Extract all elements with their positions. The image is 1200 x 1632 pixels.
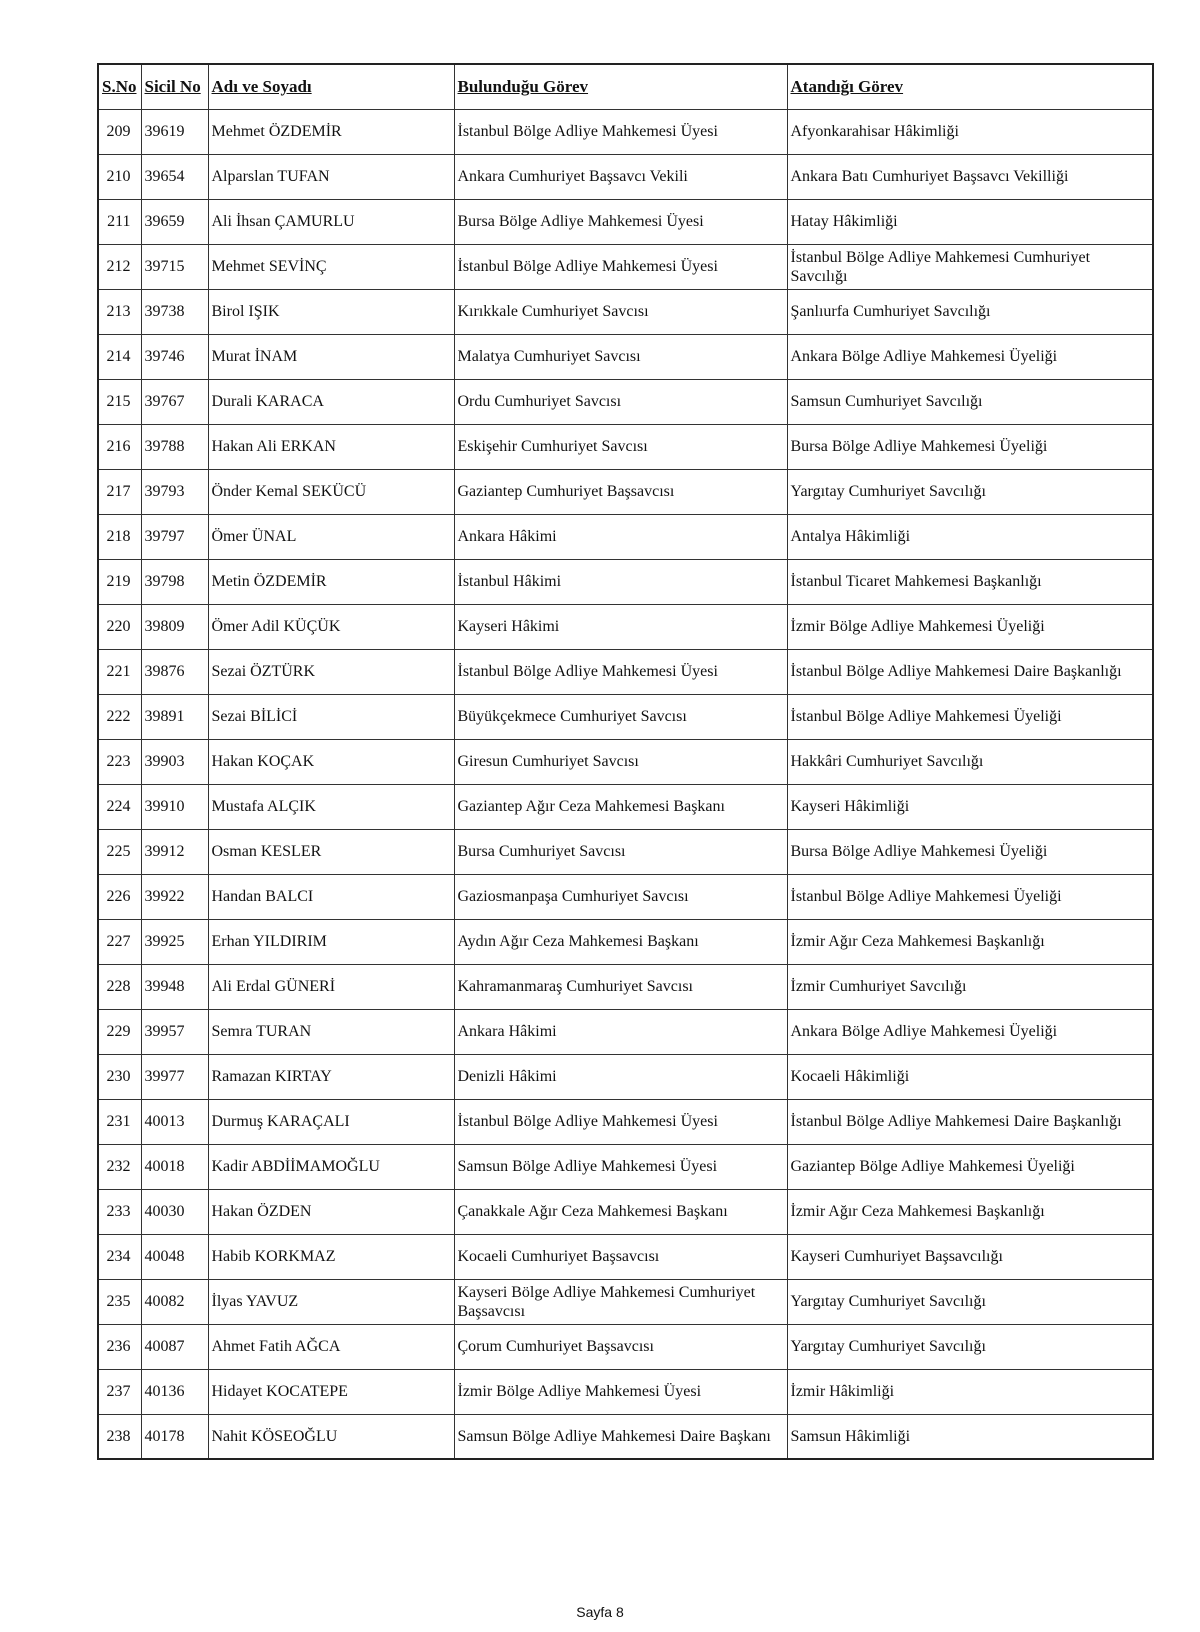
table-row [98,514,1153,559]
cell-current-duty: Kayseri Hâkimi [454,604,787,649]
cell-assigned-duty: Bursa Bölge Adliye Mahkemesi Üyeliği [787,424,1153,469]
header-name: Adı ve Soyadı [208,64,454,109]
cell-sno: 229 [98,1009,141,1054]
cell-assigned-duty: İstanbul Bölge Adliye Mahkemesi Cumhuriyet Savcılığı [787,244,1153,289]
cell-name: Birol IŞIK [208,289,454,334]
cell-sno: 217 [98,469,141,514]
cell-assigned-duty: Ankara Bölge Adliye Mahkemesi Üyeliği [787,1009,1153,1054]
cell-name: Hakan Ali ERKAN [208,424,454,469]
cell-sicil-no: 40136 [141,1369,208,1414]
cell-current-duty: İstanbul Bölge Adliye Mahkemesi Üyesi [454,109,787,154]
cell-sno: 234 [98,1234,141,1279]
cell-sicil-no: 39809 [141,604,208,649]
cell-assigned-duty: Afyonkarahisar Hâkimliği [787,109,1153,154]
header-assigned-duty: Atandığı Görev [787,64,1153,109]
cell-sicil-no: 39876 [141,649,208,694]
header-current-duty: Bulunduğu Görev [454,64,787,109]
cell-current-duty: Çorum Cumhuriyet Başsavcısı [454,1324,787,1369]
cell-sno: 237 [98,1369,141,1414]
table-row [98,1009,1153,1054]
cell-current-duty: Bursa Bölge Adliye Mahkemesi Üyesi [454,199,787,244]
cell-current-duty: Samsun Bölge Adliye Mahkemesi Üyesi [454,1144,787,1189]
cell-current-duty: Kırıkkale Cumhuriyet Savcısı [454,289,787,334]
cell-sno: 233 [98,1189,141,1234]
cell-sicil-no: 39654 [141,154,208,199]
cell-current-duty: Ordu Cumhuriyet Savcısı [454,379,787,424]
header-sicil-no: Sicil No [141,64,208,109]
cell-name: Ali Erdal GÜNERİ [208,964,454,1009]
cell-sno: 219 [98,559,141,604]
cell-name: Önder Kemal SEKÜCÜ [208,469,454,514]
cell-current-duty: Ankara Hâkimi [454,514,787,559]
cell-assigned-duty: İstanbul Bölge Adliye Mahkemesi Daire Başkanlığı [787,1099,1153,1144]
cell-current-duty: Giresun Cumhuriyet Savcısı [454,739,787,784]
cell-name: Nahit KÖSEOĞLU [208,1414,454,1459]
table-row [98,379,1153,424]
cell-sicil-no: 40178 [141,1414,208,1459]
cell-sicil-no: 39957 [141,1009,208,1054]
cell-name: Habib KORKMAZ [208,1234,454,1279]
cell-assigned-duty: İzmir Hâkimliği [787,1369,1153,1414]
cell-current-duty: Gaziosmanpaşa Cumhuriyet Savcısı [454,874,787,919]
cell-current-duty: İstanbul Bölge Adliye Mahkemesi Üyesi [454,649,787,694]
cell-name: Ramazan KIRTAY [208,1054,454,1099]
cell-sicil-no: 39767 [141,379,208,424]
cell-sno: 224 [98,784,141,829]
table-row [98,1279,1153,1324]
cell-current-duty: Bursa Cumhuriyet Savcısı [454,829,787,874]
header-sno: S.No [98,64,141,109]
table-row [98,964,1153,1009]
cell-name: Hidayet KOCATEPE [208,1369,454,1414]
cell-name: Durali KARACA [208,379,454,424]
cell-sicil-no: 39912 [141,829,208,874]
table-row [98,1324,1153,1369]
cell-assigned-duty: Ankara Batı Cumhuriyet Başsavcı Vekilliği [787,154,1153,199]
cell-sno: 238 [98,1414,141,1459]
cell-name: Ahmet Fatih AĞCA [208,1324,454,1369]
table-row [98,424,1153,469]
cell-sno: 210 [98,154,141,199]
cell-name: Ömer ÜNAL [208,514,454,559]
cell-sicil-no: 40087 [141,1324,208,1369]
cell-name: Erhan YILDIRIM [208,919,454,964]
cell-sno: 218 [98,514,141,559]
cell-sno: 230 [98,1054,141,1099]
cell-sno: 231 [98,1099,141,1144]
cell-sicil-no: 40082 [141,1279,208,1324]
cell-assigned-duty: Bursa Bölge Adliye Mahkemesi Üyeliği [787,829,1153,874]
cell-name: Murat İNAM [208,334,454,379]
cell-assigned-duty: İstanbul Bölge Adliye Mahkemesi Üyeliği [787,694,1153,739]
cell-sicil-no: 40018 [141,1144,208,1189]
cell-assigned-duty: Samsun Hâkimliği [787,1414,1153,1459]
cell-sno: 209 [98,109,141,154]
cell-sno: 211 [98,199,141,244]
cell-sicil-no: 40013 [141,1099,208,1144]
cell-sicil-no: 39922 [141,874,208,919]
cell-current-duty: Malatya Cumhuriyet Savcısı [454,334,787,379]
appointments-table [97,63,1154,1460]
cell-sno: 212 [98,244,141,289]
cell-sno: 223 [98,739,141,784]
table-row [98,154,1153,199]
table-header-row [98,64,1153,109]
cell-sicil-no: 39797 [141,514,208,559]
cell-sicil-no: 39788 [141,424,208,469]
cell-name: Hakan ÖZDEN [208,1189,454,1234]
table-row [98,469,1153,514]
cell-current-duty: İstanbul Hâkimi [454,559,787,604]
table-row [98,1369,1153,1414]
cell-current-duty: Ankara Hâkimi [454,1009,787,1054]
cell-name: Kadir ABDİİMAMOĞLU [208,1144,454,1189]
cell-current-duty: Aydın Ağır Ceza Mahkemesi Başkanı [454,919,787,964]
cell-current-duty: Denizli Hâkimi [454,1054,787,1099]
table-row [98,244,1153,289]
cell-sicil-no: 39659 [141,199,208,244]
cell-assigned-duty: Kayseri Hâkimliği [787,784,1153,829]
cell-sno: 221 [98,649,141,694]
cell-sicil-no: 39746 [141,334,208,379]
cell-sicil-no: 40048 [141,1234,208,1279]
cell-sno: 226 [98,874,141,919]
cell-current-duty: Samsun Bölge Adliye Mahkemesi Daire Başkanı [454,1414,787,1459]
cell-sno: 232 [98,1144,141,1189]
cell-assigned-duty: İstanbul Bölge Adliye Mahkemesi Daire Başkanlığı [787,649,1153,694]
cell-sicil-no: 39891 [141,694,208,739]
cell-current-duty: Ankara Cumhuriyet Başsavcı Vekili [454,154,787,199]
cell-current-duty: Gaziantep Cumhuriyet Başsavcısı [454,469,787,514]
cell-assigned-duty: Kocaeli Hâkimliği [787,1054,1153,1099]
cell-name: Handan BALCI [208,874,454,919]
cell-assigned-duty: Kayseri Cumhuriyet Başsavcılığı [787,1234,1153,1279]
cell-sicil-no: 39977 [141,1054,208,1099]
cell-assigned-duty: Hatay Hâkimliği [787,199,1153,244]
cell-sicil-no: 39738 [141,289,208,334]
cell-assigned-duty: İzmir Ağır Ceza Mahkemesi Başkanlığı [787,919,1153,964]
cell-assigned-duty: Samsun Cumhuriyet Savcılığı [787,379,1153,424]
cell-assigned-duty: Yargıtay Cumhuriyet Savcılığı [787,469,1153,514]
cell-current-duty: Kocaeli Cumhuriyet Başsavcısı [454,1234,787,1279]
cell-current-duty: İzmir Bölge Adliye Mahkemesi Üyesi [454,1369,787,1414]
table-row [98,1189,1153,1234]
cell-current-duty: Kayseri Bölge Adliye Mahkemesi Cumhuriyet Başsavcısı [454,1279,787,1324]
cell-sicil-no: 40030 [141,1189,208,1234]
cell-current-duty: Eskişehir Cumhuriyet Savcısı [454,424,787,469]
cell-assigned-duty: Yargıtay Cumhuriyet Savcılığı [787,1324,1153,1369]
table-row [98,1144,1153,1189]
table-row [98,649,1153,694]
cell-sicil-no: 39948 [141,964,208,1009]
cell-sicil-no: 39910 [141,784,208,829]
cell-sno: 228 [98,964,141,1009]
cell-assigned-duty: Yargıtay Cumhuriyet Savcılığı [787,1279,1153,1324]
cell-sno: 235 [98,1279,141,1324]
cell-sno: 236 [98,1324,141,1369]
cell-name: Hakan KOÇAK [208,739,454,784]
cell-sicil-no: 39793 [141,469,208,514]
cell-current-duty: İstanbul Bölge Adliye Mahkemesi Üyesi [454,244,787,289]
table-row [98,604,1153,649]
cell-name: İlyas YAVUZ [208,1279,454,1324]
table-row [98,874,1153,919]
table-row [98,694,1153,739]
cell-assigned-duty: Antalya Hâkimliği [787,514,1153,559]
cell-name: Semra TURAN [208,1009,454,1054]
cell-sicil-no: 39925 [141,919,208,964]
cell-assigned-duty: İzmir Bölge Adliye Mahkemesi Üyeliği [787,604,1153,649]
cell-sno: 225 [98,829,141,874]
cell-sno: 214 [98,334,141,379]
table-row [98,334,1153,379]
cell-sicil-no: 39798 [141,559,208,604]
cell-name: Metin ÖZDEMİR [208,559,454,604]
cell-assigned-duty: İzmir Ağır Ceza Mahkemesi Başkanlığı [787,1189,1153,1234]
cell-assigned-duty: Hakkâri Cumhuriyet Savcılığı [787,739,1153,784]
cell-current-duty: Büyükçekmece Cumhuriyet Savcısı [454,694,787,739]
cell-sno: 213 [98,289,141,334]
table-row [98,739,1153,784]
table-row [98,199,1153,244]
cell-name: Sezai ÖZTÜRK [208,649,454,694]
table-row [98,1414,1153,1459]
cell-name: Ali İhsan ÇAMURLU [208,199,454,244]
cell-sicil-no: 39619 [141,109,208,154]
table-row [98,784,1153,829]
cell-name: Mehmet SEVİNÇ [208,244,454,289]
cell-name: Mehmet ÖZDEMİR [208,109,454,154]
cell-name: Mustafa ALÇIK [208,784,454,829]
page-number: Sayfa 8 [576,1604,624,1620]
cell-sicil-no: 39903 [141,739,208,784]
cell-sno: 216 [98,424,141,469]
cell-assigned-duty: İstanbul Ticaret Mahkemesi Başkanlığı [787,559,1153,604]
table-row [98,289,1153,334]
table-row [98,1054,1153,1099]
table-body [98,109,1153,1459]
table-row [98,919,1153,964]
cell-sno: 220 [98,604,141,649]
cell-assigned-duty: Ankara Bölge Adliye Mahkemesi Üyeliği [787,334,1153,379]
table-row [98,1099,1153,1144]
cell-name: Osman KESLER [208,829,454,874]
cell-name: Durmuş KARAÇALI [208,1099,454,1144]
cell-assigned-duty: İstanbul Bölge Adliye Mahkemesi Üyeliği [787,874,1153,919]
cell-assigned-duty: Gaziantep Bölge Adliye Mahkemesi Üyeliği [787,1144,1153,1189]
cell-sicil-no: 39715 [141,244,208,289]
table-row [98,829,1153,874]
table-row [98,559,1153,604]
table-row [98,1234,1153,1279]
table-row [98,109,1153,154]
cell-current-duty: İstanbul Bölge Adliye Mahkemesi Üyesi [454,1099,787,1144]
cell-name: Alparslan TUFAN [208,154,454,199]
cell-current-duty: Çanakkale Ağır Ceza Mahkemesi Başkanı [454,1189,787,1234]
cell-name: Ömer Adil KÜÇÜK [208,604,454,649]
cell-sno: 222 [98,694,141,739]
cell-current-duty: Kahramanmaraş Cumhuriyet Savcısı [454,964,787,1009]
cell-sno: 227 [98,919,141,964]
cell-current-duty: Gaziantep Ağır Ceza Mahkemesi Başkanı [454,784,787,829]
cell-assigned-duty: Şanlıurfa Cumhuriyet Savcılığı [787,289,1153,334]
cell-name: Sezai BİLİCİ [208,694,454,739]
cell-sno: 215 [98,379,141,424]
cell-assigned-duty: İzmir Cumhuriyet Savcılığı [787,964,1153,1009]
